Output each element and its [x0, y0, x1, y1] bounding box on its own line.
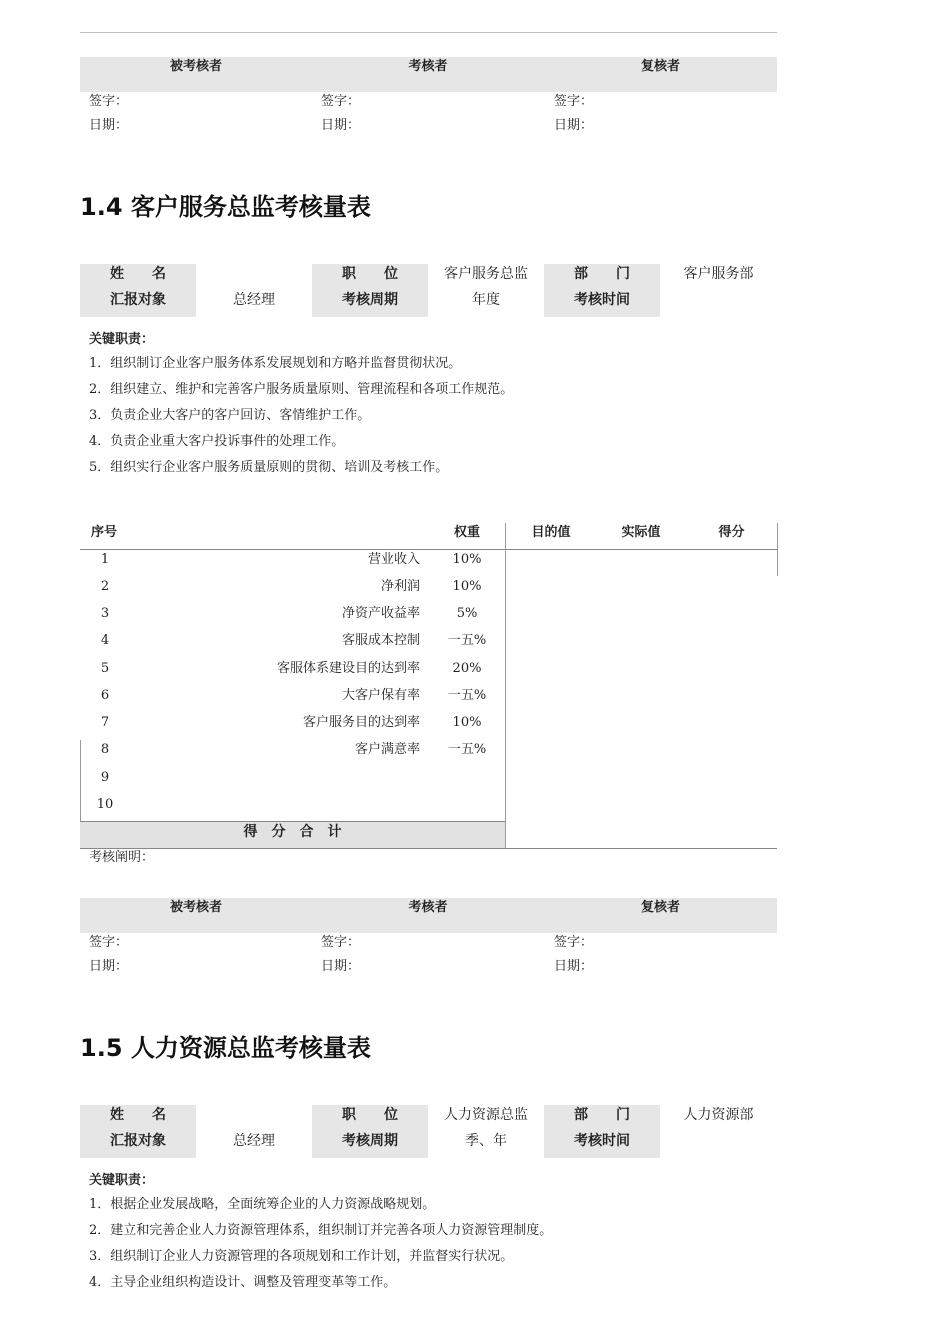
sign-header-reviewer: 考核者: [408, 59, 448, 74]
kpi-header-underline: [80, 549, 777, 550]
kpi-header-target: 目的值: [531, 525, 571, 540]
position-value: 客户服务总监: [444, 266, 528, 282]
kpi-total-label: 得 分 合 计: [243, 824, 342, 840]
date-label: 日期：: [321, 959, 361, 974]
kpi-row-no: 1: [100, 552, 110, 567]
kpi-row-item: 客户满意率: [354, 742, 420, 757]
kpi-divider: [505, 523, 506, 848]
kpi-row-weight: 一五%: [447, 688, 487, 703]
kpi-row-weight: 10%: [452, 715, 482, 730]
sign-label: 签字：: [321, 935, 361, 950]
kpi-row-no: 7: [100, 715, 110, 730]
kpi-row-no: 10: [96, 797, 114, 812]
duty-item: 5．组织实行企业客户服务质量原则的贯彻、培训及考核工作。: [89, 460, 449, 475]
kpi-header-score: 得分: [718, 525, 745, 540]
kpi-row-no: 3: [100, 606, 110, 621]
kpi-row-item: 客服成本控制: [341, 633, 420, 648]
sign-header-reviewee: 被考核者: [169, 900, 222, 915]
kpi-row-no: 8: [100, 742, 110, 757]
sign-label: 签字：: [321, 94, 361, 109]
time-label: 考核时间: [574, 1133, 630, 1149]
sign-label: 签字：: [89, 94, 129, 109]
report-label: 汇报对象: [110, 1133, 166, 1149]
position-label: 职 位: [342, 1107, 398, 1123]
date-label: 日期：: [554, 959, 594, 974]
date-label: 日期：: [321, 118, 361, 133]
duty-item: 4．主导企业组织构造设计、调整及管理变革等工作。: [89, 1275, 397, 1290]
duty-item: 1．根据企业发展战略，全面统筹企业的人力资源战略规划。: [89, 1197, 436, 1212]
sign-label: 签字：: [554, 94, 594, 109]
report-value: 总经理: [233, 1133, 275, 1149]
kpi-header-no: 序号: [91, 525, 118, 540]
kpi-row-item: 净利润: [380, 579, 420, 594]
kpi-row-no: 5: [100, 661, 110, 676]
section-title: 1.5 人力资源总监考核量表: [80, 1034, 371, 1062]
kpi-row-no: 6: [100, 688, 110, 703]
sign-header-checker: 复核者: [640, 59, 680, 74]
duty-item: 2．组织建立、维护和完善客户服务质量原则、管理流程和各项工作规范。: [89, 382, 514, 397]
report-value: 总经理: [233, 292, 275, 308]
kpi-row-no: 4: [100, 633, 110, 648]
kpi-row-weight: 10%: [452, 552, 482, 567]
name-label: 姓 名: [110, 1107, 166, 1123]
kpi-row-weight: 一五%: [447, 742, 487, 757]
duties-title: 关键职责：: [89, 332, 155, 347]
duty-item: 2．建立和完善企业人力资源管理体系，组织制订并完善各项人力资源管理制度。: [89, 1223, 553, 1238]
time-label: 考核时间: [574, 292, 630, 308]
kpi-row-item: 营业收入: [367, 552, 420, 567]
period-label: 考核周期: [342, 292, 398, 308]
date-label: 日期：: [89, 959, 129, 974]
note-label: 考核阐明：: [89, 850, 155, 865]
dept-value: 客户服务部: [683, 266, 754, 282]
period-value: 季、年: [465, 1133, 507, 1149]
sign-header-reviewer: 考核者: [408, 900, 448, 915]
duties-title: 关键职责：: [89, 1173, 155, 1188]
kpi-divider: [777, 523, 778, 576]
name-label: 姓 名: [110, 266, 166, 282]
period-label: 考核周期: [342, 1133, 398, 1149]
kpi-row-item: 净资产收益率: [341, 606, 420, 621]
duty-item: 4．负责企业重大客户投诉事件的处理工作。: [89, 434, 345, 449]
kpi-row-no: 9: [100, 770, 110, 785]
date-label: 日期：: [89, 118, 129, 133]
kpi-header-weight: 权重: [453, 525, 480, 540]
dept-value: 人力资源部: [683, 1107, 754, 1123]
duty-item: 3．负责企业大客户的客户回访、客情维护工作。: [89, 408, 371, 423]
position-value: 人力资源总监: [444, 1107, 528, 1123]
kpi-row-weight: 5%: [456, 606, 478, 621]
kpi-header-actual: 实际值: [621, 525, 661, 540]
kpi-row-weight: 20%: [452, 661, 482, 676]
top-divider: [80, 32, 777, 33]
kpi-row-no: 2: [100, 579, 110, 594]
dept-label: 部 门: [574, 1107, 630, 1123]
kpi-row-item: 大客户保有率: [341, 688, 420, 703]
kpi-row-item: 客户服务目的达到率: [302, 715, 420, 730]
kpi-bottom-line: [80, 848, 777, 849]
section-title: 1.4 客户服务总监考核量表: [80, 193, 371, 221]
sign-header-checker: 复核者: [640, 900, 680, 915]
sign-label: 签字：: [89, 935, 129, 950]
kpi-row-weight: 10%: [452, 579, 482, 594]
kpi-row-item: 客服体系建设目的达到率: [276, 661, 420, 676]
dept-label: 部 门: [574, 266, 630, 282]
sign-header-reviewee: 被考核者: [169, 59, 222, 74]
date-label: 日期：: [554, 118, 594, 133]
duty-item: 3．组织制订企业人力资源管理的各项规划和工作计划，并监督实行状况。: [89, 1249, 514, 1264]
sign-label: 签字：: [554, 935, 594, 950]
kpi-row-weight: 一五%: [447, 633, 487, 648]
period-value: 年度: [472, 292, 500, 308]
position-label: 职 位: [342, 266, 398, 282]
duty-item: 1．组织制订企业客户服务体系发展规划和方略并监督贯彻状况。: [89, 356, 462, 371]
report-label: 汇报对象: [110, 292, 166, 308]
